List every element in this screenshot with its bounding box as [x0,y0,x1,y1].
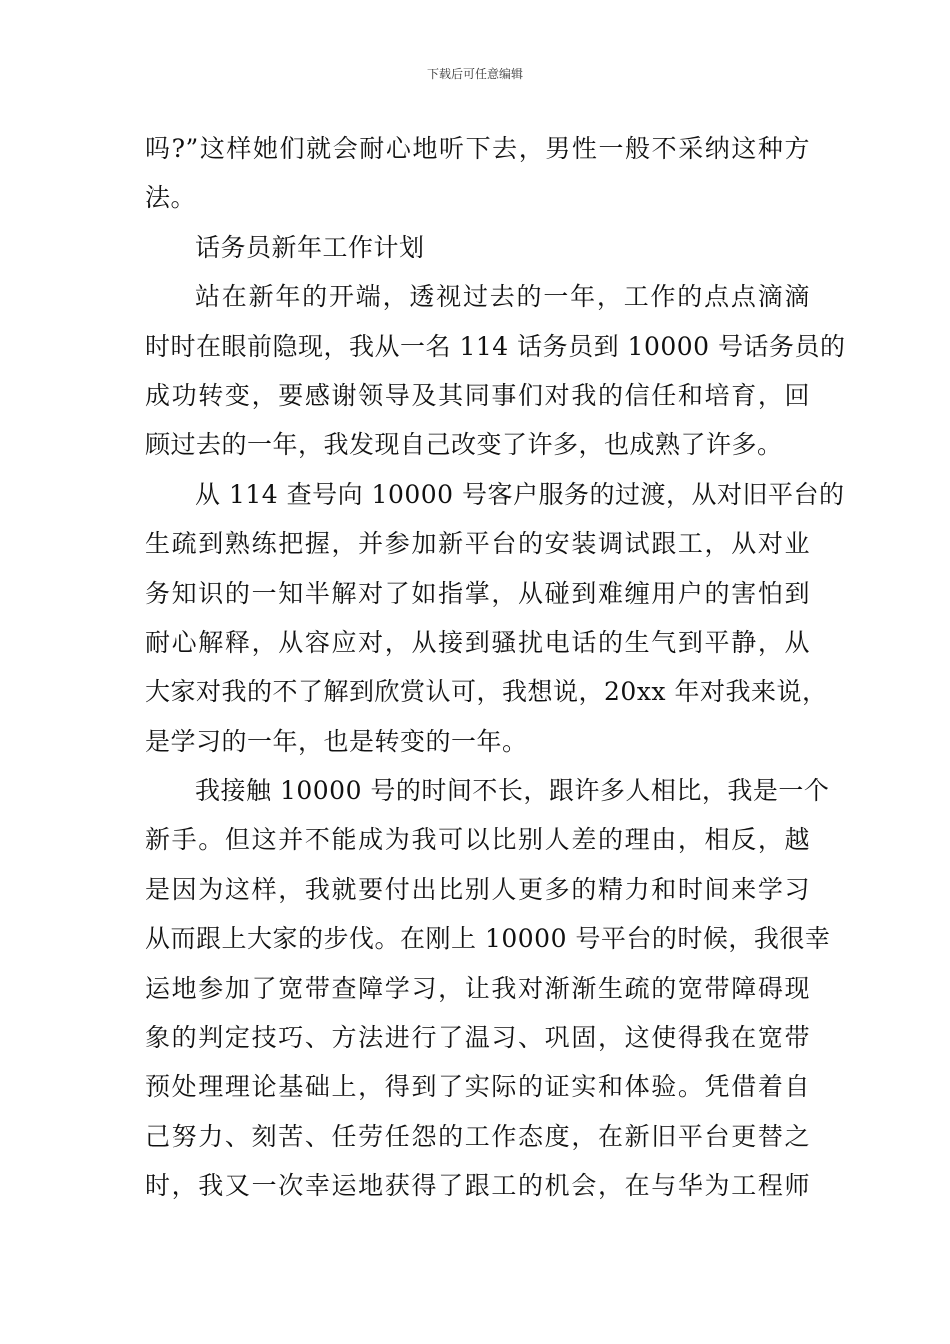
text-line: 时，我又一次幸运地获得了跟工的机会，在与华为工程师 [145,1171,810,1201]
text-line: 法。 [145,183,197,213]
text-line: 象的判定技巧、方法进行了温习、巩固，这使得我在宽带 [145,1023,810,1053]
text-line: 大家对我的不了解到欣赏认可，我想说，20xx 年对我来说， [145,677,828,707]
text-line: 务知识的一知半解对了如指掌，从碰到难缠用户的害怕到 [145,578,810,608]
text-line: 是学习的一年，也是转变的一年。 [145,726,528,756]
text-line: 从 114 查号向 10000 号客户服务的过渡，从对旧平台的 [195,479,845,509]
text-line: 时时在眼前隐现，我从一名 114 话务员到 10000 号话务员的 [145,331,846,361]
text-line: 预处理理论基础上，得到了实际的证实和体验。凭借着自 [145,1072,810,1102]
text-line: 从而跟上大家的步伐。在刚上 10000 号平台的时候，我很幸 [145,924,831,954]
text-line: 话务员新年工作计划 [195,232,425,262]
text-line: 耐心解释，从容应对，从接到骚扰电话的生气到平静，从 [145,627,810,657]
text-line: 站在新年的开端，透视过去的一年，工作的点点滴滴 [195,282,810,312]
document-body [145,124,846,1211]
page-header: 下载后可任意编辑 [426,67,523,81]
text-line: 新手。但这并不能成为我可以比别人差的理由，相反，越 [145,825,810,855]
text-line: 顾过去的一年，我发现自己改变了许多，也成熟了许多。 [145,430,783,460]
text-line: 吗?”这样她们就会耐心地听下去，男性一般不采纳这种方 [145,134,810,163]
text-line: 己努力、刻苦、任劳任怨的工作态度，在新旧平台更替之 [145,1121,810,1151]
text-line: 运地参加了宽带查障学习，让我对渐渐生疏的宽带障碍现 [145,973,810,1003]
text-line: 成功转变，要感谢领导及其同事们对我的信任和培育，回 [145,380,810,410]
text-line: 是因为这样，我就要付出比别人更多的精力和时间来学习 [145,874,810,904]
text-line: 我接触 10000 号的时间不长，跟许多人相比，我是一个 [195,776,830,806]
text-line: 生疏到熟练把握，并参加新平台的安装调试跟工，从对业 [145,529,810,559]
